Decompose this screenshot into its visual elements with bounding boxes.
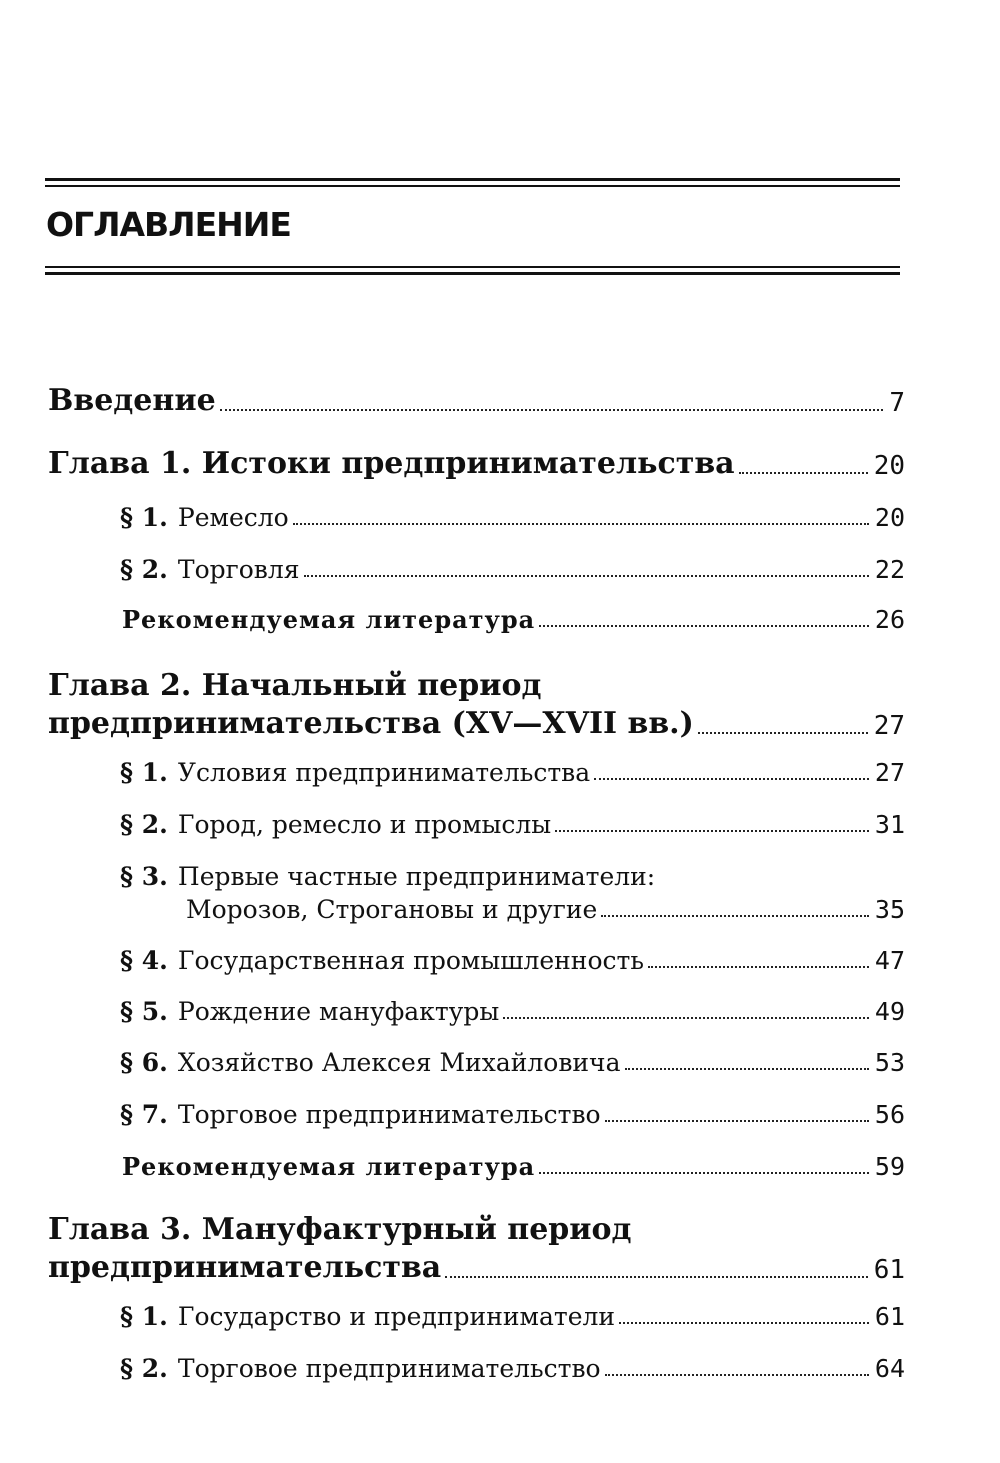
toc-entry-title: Глава 1. Истоки предпринимательства: [48, 446, 735, 481]
toc-entry-title: Торговля: [177, 555, 300, 584]
section-number: § 1.: [120, 758, 168, 787]
toc-entry-title: Морозов, Строгановы и другие: [186, 895, 598, 924]
leader-dots: [605, 1120, 869, 1122]
page-number: 64: [874, 1354, 905, 1383]
toc-entry-chapter-2[interactable]: [48, 706, 905, 741]
page-number: 22: [874, 555, 905, 584]
leader-dots: [698, 732, 868, 734]
leader-dots: [539, 1172, 869, 1174]
leader-dots: [445, 1276, 867, 1278]
toc-entry-title: Торговое предпринимательство: [177, 1354, 601, 1383]
top-double-rule: [45, 178, 900, 191]
toc-entry-title: Условия предпринимательства: [177, 758, 591, 787]
leader-dots: [601, 915, 869, 917]
leader-dots: [503, 1017, 869, 1019]
page-title: ОГЛАВЛЕНИЕ: [46, 205, 291, 244]
section-number: § 1.: [120, 503, 168, 532]
page-number: 20: [874, 503, 905, 532]
toc-entry-title: Торговое предпринимательство: [177, 1100, 601, 1129]
page-number: 61: [874, 1302, 905, 1331]
leader-dots: [293, 523, 869, 525]
toc-entry-title: Хозяйство Алексея Михайловича: [177, 1048, 621, 1077]
toc-entry-title: Государство и предприниматели: [177, 1302, 616, 1331]
toc-entry-ch2-s7[interactable]: [120, 1100, 905, 1129]
toc-entry-title: Государственная промышленность: [177, 946, 644, 975]
toc-entry-title: Рождение мануфактуры: [177, 997, 500, 1026]
leader-dots: [594, 778, 869, 780]
toc-entry-ch2-s3[interactable]: [120, 895, 905, 924]
page-number: 31: [874, 810, 905, 839]
toc-entry-title-line1: Первые частные предприниматели:: [177, 862, 656, 891]
page-number: 7: [889, 388, 905, 418]
toc-entry-title: Введение: [48, 383, 216, 418]
leader-dots: [605, 1374, 869, 1376]
toc-entry-chapter-3[interactable]: [48, 1250, 905, 1285]
toc-entry-ch3-s2[interactable]: [120, 1354, 905, 1383]
page-number: 27: [874, 758, 905, 787]
toc-entry-ch2-s1[interactable]: [120, 758, 905, 787]
leader-dots: [739, 472, 868, 474]
toc-entry-chapter-3-line1[interactable]: Глава 3. Мануфактурный период: [48, 1212, 632, 1247]
toc-entry-title: Рекомендуемая литература: [122, 1152, 536, 1181]
toc-entry-chapter-2-line1[interactable]: Глава 2. Начальный период: [48, 668, 542, 703]
section-number: § 6.: [120, 1048, 168, 1077]
section-number: § 1.: [120, 1302, 168, 1331]
toc-entry-title: предпринимательства (XV—XVII вв.): [48, 706, 694, 741]
section-number: § 4.: [120, 946, 168, 975]
page-number: 20: [873, 451, 905, 481]
page-number: 61: [873, 1255, 905, 1285]
toc-entry-title: Ремесло: [177, 503, 289, 532]
leader-dots: [220, 409, 884, 411]
toc-entry-ch2-s5[interactable]: [120, 997, 905, 1026]
page-number: 53: [874, 1048, 905, 1077]
section-number: § 3.: [120, 862, 168, 891]
leader-dots: [555, 830, 869, 832]
page-number: 59: [874, 1152, 905, 1181]
section-number: § 5.: [120, 997, 168, 1026]
toc-entry-ch2-s3-line1[interactable]: [120, 862, 655, 891]
toc-entry-intro[interactable]: [48, 383, 905, 418]
page-number: 26: [874, 605, 905, 634]
toc-entry-ch2-s2[interactable]: [120, 810, 905, 839]
page-number: 49: [874, 997, 905, 1026]
page-number: 47: [874, 946, 905, 975]
toc-entry-ch1-s2[interactable]: [120, 555, 905, 584]
page-number: 27: [873, 711, 905, 741]
toc-entry-chapter-1[interactable]: [48, 446, 905, 481]
leader-dots: [304, 575, 869, 577]
toc-entry-title: Рекомендуемая литература: [122, 605, 536, 634]
section-number: § 2.: [120, 555, 168, 584]
page-number: 35: [874, 895, 905, 924]
toc-entry-title: предпринимательства: [48, 1250, 442, 1285]
toc-entry-ch3-s1[interactable]: [120, 1302, 905, 1331]
toc-entry-ch2-s4[interactable]: [120, 946, 905, 975]
section-number: § 2.: [120, 810, 168, 839]
page-number: 56: [874, 1100, 905, 1129]
leader-dots: [625, 1068, 869, 1070]
toc-entry-ch1-s1[interactable]: [120, 503, 905, 532]
toc-entry-ch2-literature[interactable]: [122, 1152, 905, 1181]
leader-dots: [539, 625, 869, 627]
leader-dots: [619, 1322, 869, 1324]
section-number: § 7.: [120, 1100, 168, 1129]
leader-dots: [648, 966, 869, 968]
toc-entry-ch1-literature[interactable]: [122, 605, 905, 634]
toc-entry-title: Город, ремесло и промыслы: [177, 810, 552, 839]
toc-entry-ch2-s6[interactable]: [120, 1048, 905, 1077]
section-number: § 2.: [120, 1354, 168, 1383]
bottom-double-rule: [45, 266, 900, 279]
